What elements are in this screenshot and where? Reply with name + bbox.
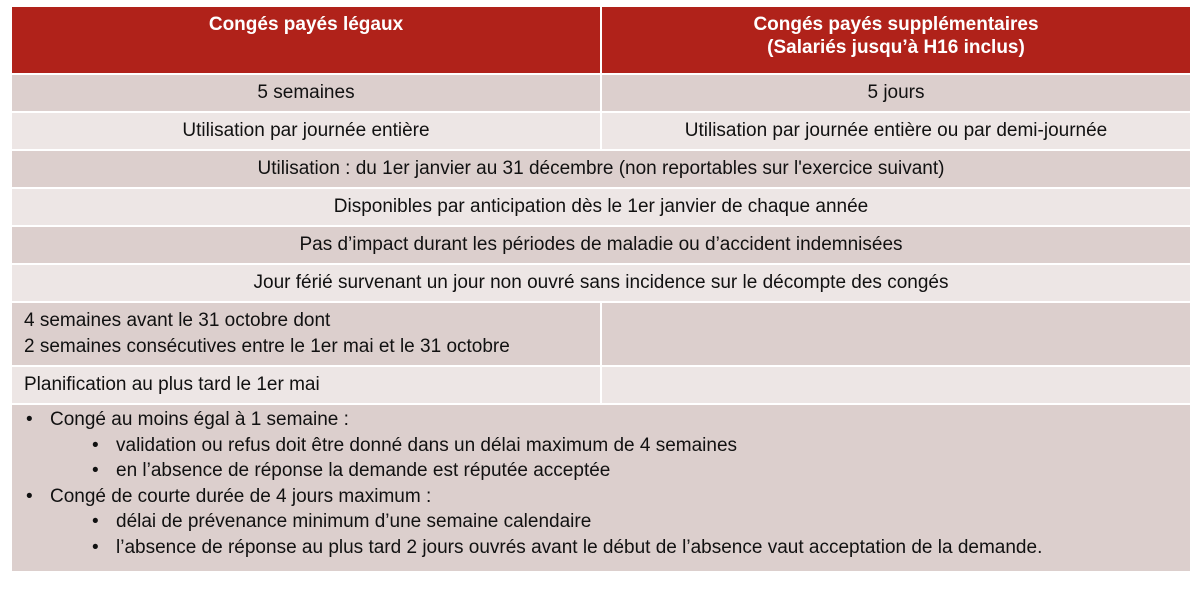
usage-legal: Utilisation par journée entière — [12, 113, 600, 149]
table-row — [12, 189, 1190, 225]
rule-subitem: • validation ou refus doit être donné dans un délai maximum de 4 semaines — [24, 433, 1178, 459]
illness-cell: Pas d’impact durant les périodes de maladie ou d’accident indemnisées — [12, 227, 1190, 263]
period-cell: Utilisation : du 1er janvier au 31 décembre (non reportables sur l'exercice suivant) — [12, 151, 1190, 187]
planning-cell: Planification au plus tard le 1er mai — [12, 367, 600, 403]
rule-subitem: • l’absence de réponse au plus tard 2 jours ouvrés avant le début de l’absence vaut acceptation de la demande. — [24, 535, 1178, 561]
table-row — [12, 227, 1190, 263]
table-row — [12, 405, 1190, 571]
usage-supplementary: Utilisation par journée entière ou par demi-journée — [602, 113, 1190, 149]
header-row — [12, 7, 1190, 73]
rule-item: • Congé au moins égal à 1 semaine : — [24, 407, 1178, 433]
anticipation-cell: Disponibles par anticipation dès le 1er janvier de chaque année — [12, 189, 1190, 225]
empty-cell — [602, 303, 1190, 365]
rule-subitem: • en l’absence de réponse la demande est réputée acceptée — [24, 458, 1178, 484]
duration-legal: 5 semaines — [12, 75, 600, 111]
empty-cell — [602, 367, 1190, 403]
table-row — [12, 113, 1190, 149]
table-row — [12, 367, 1190, 403]
rule-item: • Congé de courte durée de 4 jours maximum : — [24, 484, 1178, 510]
weeks-line-1: 4 semaines avant le 31 octobre dont — [24, 310, 331, 331]
rule-subitem: • délai de prévenance minimum d’une semaine calendaire — [24, 509, 1178, 535]
table-row — [12, 75, 1190, 111]
table-row — [12, 151, 1190, 187]
header-supplementary-title: Congés payés supplémentaires — [753, 14, 1039, 35]
conges-table — [10, 5, 1192, 573]
header-legal: Congés payés légaux — [12, 7, 600, 73]
weeks-cell — [12, 303, 600, 365]
holiday-cell: Jour férié survenant un jour non ouvré sans incidence sur le décompte des congés — [12, 265, 1190, 301]
header-supplementary — [602, 7, 1190, 73]
weeks-line-2: 2 semaines consécutives entre le 1er mai et le 31 octobre — [24, 336, 510, 357]
duration-supplementary: 5 jours — [602, 75, 1190, 111]
table-row — [12, 265, 1190, 301]
table-row — [12, 303, 1190, 365]
header-supplementary-subtitle: (Salariés jusqu’à H16 inclus) — [767, 37, 1025, 58]
rules-list — [24, 407, 1178, 560]
rules-cell — [12, 405, 1190, 571]
